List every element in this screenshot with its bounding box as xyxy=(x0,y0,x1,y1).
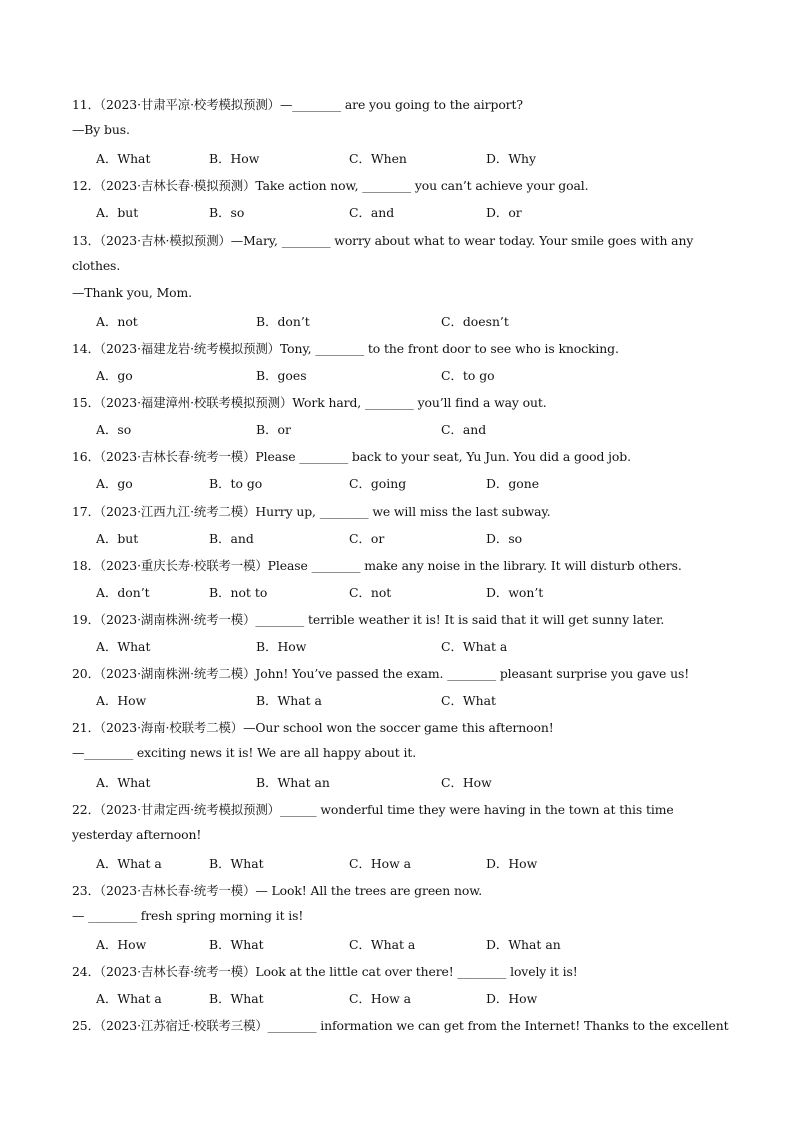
question-stem: 23．（2023·吉林长春·统考一模）— Look! All the trees are green now. xyxy=(72,882,483,898)
answer-option: C．not xyxy=(349,584,392,600)
answer-option: B．not to xyxy=(209,584,268,600)
question-stem: 16．（2023·吉林长春·统考一模）Please ________ back to your seat, Yu Jun. You did a good job. xyxy=(72,449,631,465)
answer-option: C．going xyxy=(349,476,407,492)
question-stem: 24．（2023·吉林长春·统考一模）Look at the little cat over there! ________ lovely it is! xyxy=(72,964,578,980)
answer-option: A．What xyxy=(96,639,151,654)
answer-option: B．goes xyxy=(256,368,307,383)
answer-option: A．How xyxy=(96,693,147,709)
answer-option: B．How xyxy=(209,151,260,167)
question-line: clothes. xyxy=(72,257,121,273)
question-line: —Thank you, Mom. xyxy=(72,284,193,300)
answer-option: C．How a xyxy=(349,855,412,871)
answer-option: C．to go xyxy=(441,368,495,383)
answer-option: B．What xyxy=(209,855,264,871)
question-stem: 13．（2023·吉林·模拟预测）—Mary, ________ worry about what to wear today. Your smile goes with any xyxy=(72,232,694,248)
question-line: yesterday afternoon! xyxy=(72,826,202,842)
answer-option: C．doesn’t xyxy=(441,313,509,329)
question-stem: 22．（2023·甘肃定西·统考模拟预测）______ wonderful time they were having in the town at this time xyxy=(72,801,674,817)
answer-option: C．or xyxy=(349,530,385,546)
question-line: — ________ fresh spring morning it is! xyxy=(72,908,304,923)
answer-option: D．gone xyxy=(486,476,540,492)
answer-option: A．go xyxy=(96,368,133,383)
answer-option: B．How xyxy=(256,639,307,654)
question-stem: 17．（2023·江西九江·统考二模）Hurry up, ________ we will miss the last subway. xyxy=(72,503,551,519)
answer-option: D．so xyxy=(486,530,523,546)
answer-option: C．How xyxy=(441,774,492,790)
answer-option: C．What a xyxy=(441,639,508,654)
question-stem: 21．（2023·海南·校联考二模）—Our school won the soccer game this afternoon! xyxy=(72,720,554,736)
answer-option: B．and xyxy=(209,530,254,546)
question-line: —By bus. xyxy=(72,122,130,138)
question-stem: 18．（2023·重庆长寿·校联考一模）Please ________ make any noise in the library. It will disturb others. xyxy=(72,557,682,573)
answer-option: A．but xyxy=(96,205,139,221)
answer-option: D．won’t xyxy=(486,584,544,600)
answer-option: A．What xyxy=(96,151,151,167)
answer-option: B．What an xyxy=(256,774,330,790)
answer-option: A．How xyxy=(96,937,147,953)
question-stem: 15．（2023·福建漳州·校联考模拟预测）Work hard, ________ you’ll find a way out. xyxy=(72,395,547,411)
answer-option: C．What xyxy=(441,693,496,709)
answer-option: A．What a xyxy=(96,991,162,1007)
answer-option: C．What a xyxy=(349,937,416,953)
answer-option: C．How a xyxy=(349,991,412,1007)
answer-option: C．When xyxy=(349,151,407,167)
answer-option: B．or xyxy=(256,422,291,438)
answer-option: B．What xyxy=(209,937,264,953)
answer-option: B．to go xyxy=(209,476,263,492)
answer-option: D．or xyxy=(486,205,522,221)
answer-option: A．so xyxy=(96,422,132,438)
answer-option: D．Why xyxy=(486,151,537,167)
answer-option: D．What an xyxy=(486,937,561,953)
question-stem: 14．（2023·福建龙岩·统考模拟预测）Tony, ________ to the front door to see who is knocking. xyxy=(72,340,619,356)
answer-option: C．and xyxy=(349,205,395,221)
question-stem: 25．（2023·江苏宿迁·校联考三模）________ information we can get from the Internet! Thanks to the excellent xyxy=(72,1018,729,1034)
answer-option: B．What xyxy=(209,991,264,1007)
answer-option: D．How xyxy=(486,991,538,1007)
answer-option: B．so xyxy=(209,205,245,221)
answer-option: D．How xyxy=(486,855,538,871)
answer-option: C．and xyxy=(441,422,487,438)
answer-option: A．What xyxy=(96,774,151,790)
answer-option: A．not xyxy=(96,313,138,329)
answer-option: A．go xyxy=(96,476,133,492)
answer-option: A．but xyxy=(96,530,139,546)
answer-option: B．What a xyxy=(256,693,322,709)
question-stem: 12．（2023·吉林长春·模拟预测）Take action now, ________ you can’t achieve your goal. xyxy=(72,178,589,194)
answer-option: A．What a xyxy=(96,855,162,871)
question-stem: 19．（2023·湖南株洲·统考一模）________ terrible weather it is! It is said that it will get sunny later. xyxy=(72,611,665,627)
question-stem: 11．（2023·甘肃平凉·校考模拟预测）—________ are you going to the airport? xyxy=(72,97,523,112)
question-stem: 20．（2023·湖南株洲·统考二模）John! You’ve passed the exam. ________ pleasant surprise you gave us! xyxy=(72,666,690,682)
answer-option: A．don’t xyxy=(96,584,150,600)
question-line: —________ exciting news it is! We are all happy about it. xyxy=(72,745,417,761)
answer-option: B．don’t xyxy=(256,313,310,329)
